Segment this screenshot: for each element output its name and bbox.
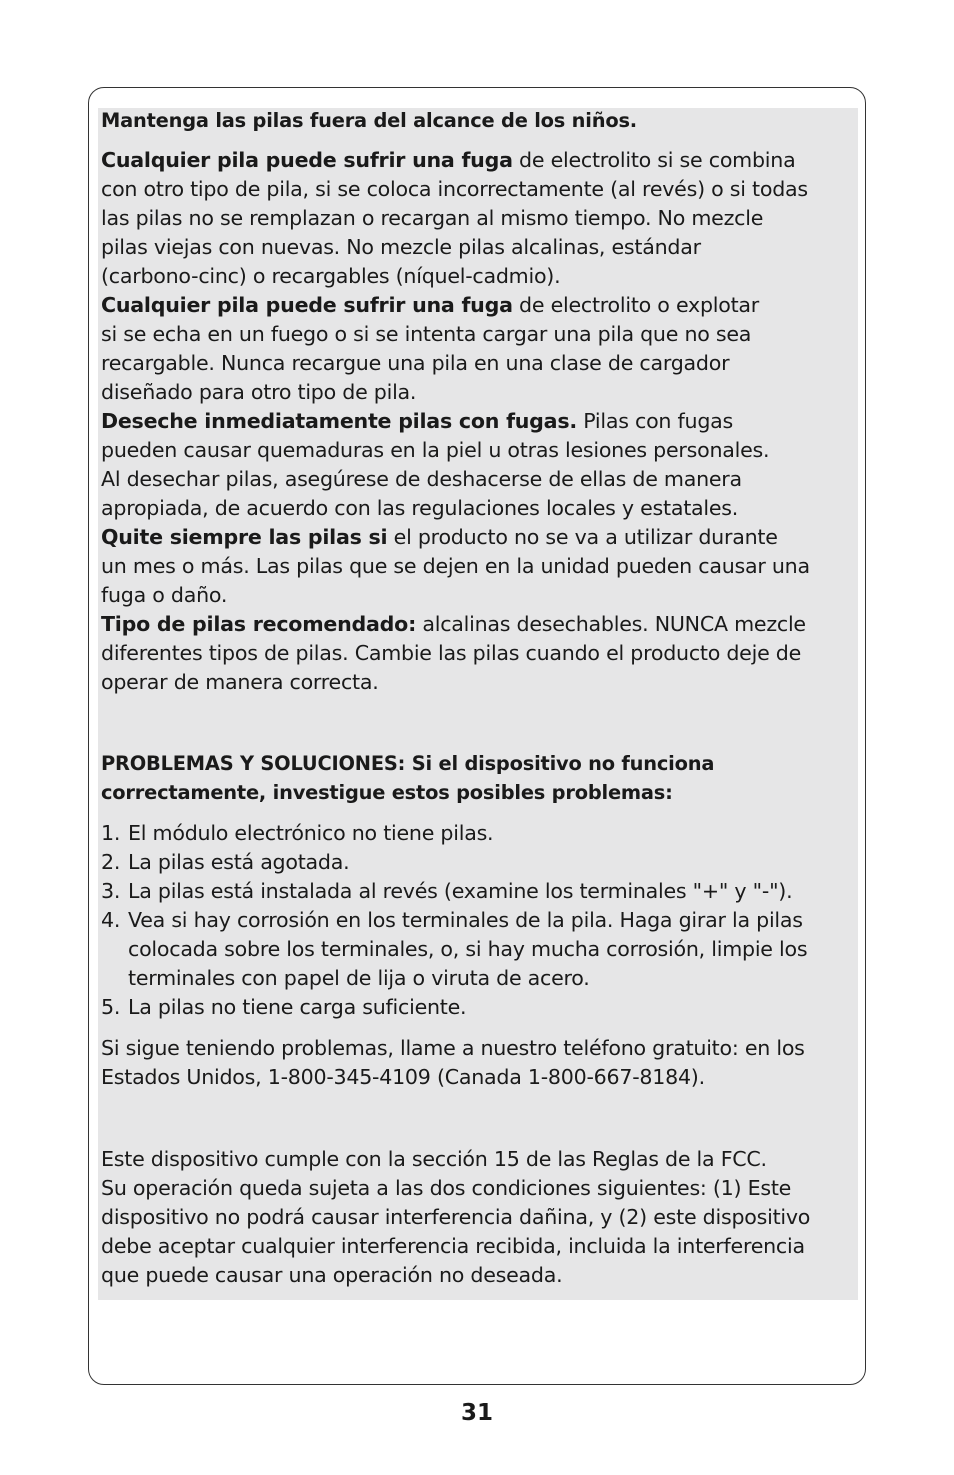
list-item: 1. El módulo electrónico no tiene pilas. [101, 821, 494, 845]
list-item: 3. La pilas está instalada al revés (examine los terminales "+" y "-"). [101, 879, 793, 903]
warning-bold-lead: Tipo de pilas recomendado: [101, 612, 417, 636]
page-number: 31 [460, 1400, 493, 1426]
contact-paragraph: Si sigue teniendo problemas, llame a nuestro teléfono gratuito: en los Estados Unidos, 1-800-345-4109 (Canada 1-800-667-8184). [101, 1036, 805, 1089]
warning-paragraph-leak-mixing: Cualquier pila puede sufrir una fuga de electrolito si se combina con otro tipo de pila, si se coloca incorrectamente (al revés) o si todas las pilas no se remplazan o recargan al mismo tiempo. No mezcle pilas viejas con nuevas. No mezcle pilas alcalinas, estándar (carbono-cinc) o recargables (níquel-cadmio). Cualquier pila puede sufrir una fuga de electrolito o explotar si se echa en un fuego o si se intenta cargar una pila que no sea recargable. Nunca recargue una pila en una clase de cargador diseñado para otro tipo de pila. Deseche inmediatamente pilas con fugas. Pilas con fugas pueden causar quemaduras en la piel u otras lesiones personales. Al desechar pilas, asegúrese de deshacerse de ellas de manera apropiada, de acuerdo con las regulaciones locales y estatales. Quite siempre las pilas si el producto no se va a utilizar durante un mes o más. Las pilas que se dejen en la unidad pueden causar una fuga o daño. Tipo de pilas recomendado: alcalinas desechables. NUNCA mezcle diferentes tipos de pilas. Cambie las pilas cuando el producto deje de operar de manera correcta. [101, 148, 810, 694]
warning-bold-lead: Deseche inmediatamente pilas con fugas. [101, 409, 577, 433]
warning-bold-lead: Cualquier pila puede sufrir una fuga [101, 293, 513, 317]
list-item: 5. La pilas no tiene carga suficiente. [101, 995, 467, 1019]
warning-bold-lead: Cualquier pila puede sufrir una fuga [101, 148, 513, 172]
warning-bold-lead: Quite siempre las pilas si [101, 525, 388, 549]
troubleshooting-list: 1. El módulo electrónico no tiene pilas. 2. La pilas está agotada. 3. La pilas está instalada al revés (examine los terminales "+" y "-"). 4. Vea si hay corrosión en los terminales de la pila. Haga girar la pilas colocada sobre los terminales, o, si hay mucha corrosión, limpie los terminales con papel de lija o viruta de acero. 5. La pilas no tiene carga suficiente. [101, 819, 861, 1022]
warning-title: Mantenga las pilas fuera del alcance de los niños. [101, 109, 637, 132]
troubleshooting-heading: PROBLEMAS Y SOLUCIONES: Si el dispositivo no funciona correctamente, investigue estos posibles problemas: [101, 752, 715, 804]
list-item: 4. Vea si hay corrosión en los terminales de la pila. Haga girar la pilas [101, 908, 803, 932]
battery-warnings-section [101, 106, 861, 135]
fcc-compliance-paragraph: Este dispositivo cumple con la sección 15 de las Reglas de la FCC. Su operación queda sujeta a las dos condiciones siguientes: (1) Este dispositivo no podrá causar interferencia dañina, y (2) este dispositivo debe aceptar cualquier interferencia recibida, incluida la interferencia que puede causar una operación no deseada. [101, 1147, 811, 1287]
list-item: 2. La pilas está agotada. [101, 850, 350, 874]
